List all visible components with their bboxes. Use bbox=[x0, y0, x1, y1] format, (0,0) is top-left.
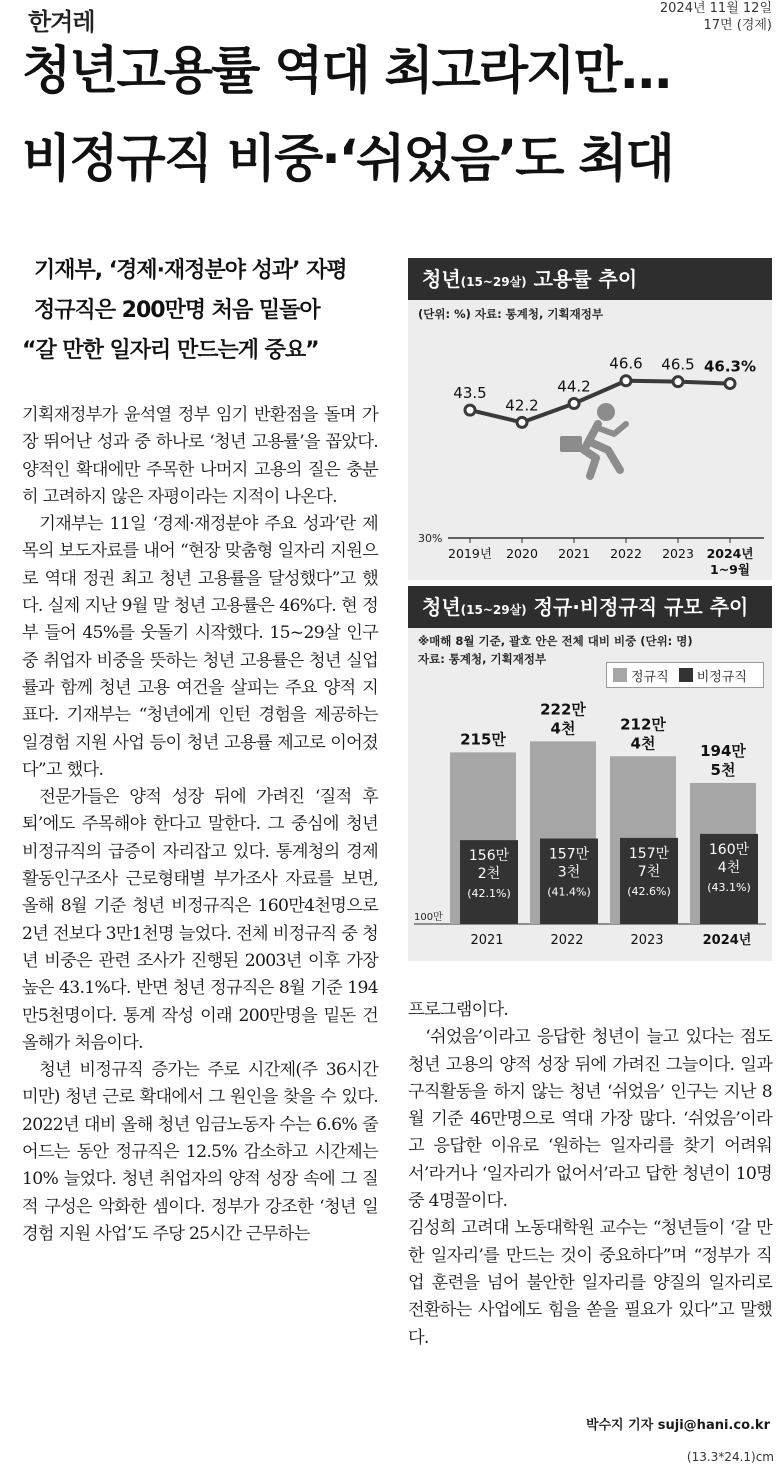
paragraph: 기재부는 11일 ‘경제·재정분야 주요 성과’란 제목의 보도자료를 내어 “현장 맞춤형 일자리 지원으로 역대 정권 최고 청년 고용률을 달성했다”고 했다. 실제 지난 9월 말 청년 고용률은 46%다. 현 정부 들어 45%를 웃돌기 시작했다. 15~29살 인구 중 취업자 비중을 뜻하는 청년 고용률은 청년 실업률과 함께 청년 고용 여건을 살피는 주요 양적 지표다. 기재부는 “청년에게 인턴 경험을 제공하는 일경험 지원 사업 등이 청년 고용률 제고로 이어졌다”고 했다. bbox=[22, 514, 378, 780]
paragraph: 전문가들은 양적 성장 뒤에 가려진 ‘질적 후퇴’에도 주목해야 한다고 말한다. 그 중심에 청년 비정규직의 급증이 자리잡고 있다. 통계청의 경제활동인구조사 근로형태별 부가조사 자료를 보면, 올해 8월 기준 청년 비정규직은 160만4천명으로 2년 전보다 3만1천명 늘었다. 전체 비정규직 중 청년 비중은 관련 조사가 진행된 2003년 이후 가장 높은 43.1%다. 반면 청년 정규직은 8월 기준 194만5천명이다. 통계 작성 이래 200만명을 밑돈 건 올해가 처음이다. bbox=[22, 787, 378, 1053]
article-body-left bbox=[22, 402, 378, 1248]
chart-note: (단위: %) 자료: 통계청, 기획재정부 bbox=[418, 307, 603, 321]
subhead-3: “갈 만한 일자리 만드는게 중요” bbox=[22, 338, 319, 363]
bar-label-irregular: 157만 bbox=[628, 845, 670, 862]
bar-label-regular: 194만 bbox=[700, 741, 746, 760]
publication-date: 2024년 11월 12일 bbox=[659, 1, 772, 16]
masthead-logo: 한겨레 bbox=[28, 8, 95, 36]
x-tick-label: 1~9월 bbox=[710, 562, 750, 577]
headline-line-2: 비정규직 비중·‘쉬었음’도 최대 bbox=[22, 130, 673, 189]
data-point bbox=[673, 377, 683, 387]
data-label: 46.5 bbox=[661, 355, 695, 374]
bar-label-irregular: 156만 bbox=[468, 848, 510, 865]
bar-label-regular: 4천 bbox=[630, 734, 656, 753]
data-label: 46.3% bbox=[703, 357, 757, 376]
bar-label-regular: 5천 bbox=[710, 760, 736, 779]
bar-share-label: (42.6%) bbox=[627, 884, 671, 898]
y-axis-base-label: 100만 bbox=[414, 912, 443, 923]
data-label: 43.5 bbox=[453, 384, 487, 403]
bar-share-label: (43.1%) bbox=[707, 880, 751, 894]
size-note: (13.3*24.1)cm bbox=[686, 1450, 774, 1464]
paragraph: 프로그램이다. bbox=[408, 1000, 509, 1020]
x-tick-label: 2023 bbox=[662, 546, 694, 561]
data-point bbox=[569, 398, 579, 408]
chart-title: 청년(15~29살) 정규·비정규직 규모 추이 bbox=[408, 586, 772, 628]
data-label: 44.2 bbox=[557, 377, 591, 396]
chart-note-2: 자료: 통계청, 기획재정부 bbox=[418, 652, 547, 666]
bar-label-irregular: 4천 bbox=[717, 859, 741, 876]
publication-info bbox=[660, 0, 772, 34]
headline-line-1: 청년고용률 역대 최고라지만… bbox=[22, 42, 670, 101]
employment-rate-chart bbox=[408, 258, 772, 580]
bar-label-regular: 212만 bbox=[620, 715, 666, 734]
legend-label-regular: 정규직 bbox=[631, 669, 669, 685]
x-tick-label: 2023 bbox=[630, 933, 664, 948]
bar-share-label: (42.1%) bbox=[467, 887, 511, 901]
runner-icon bbox=[560, 403, 626, 476]
x-tick-label: 2021 bbox=[470, 933, 504, 948]
bar-label-regular: 4천 bbox=[550, 719, 576, 738]
employment-rate-line-chart bbox=[408, 300, 772, 580]
subhead-1: 기재부, ‘경제·재정분야 성과’ 자평 bbox=[34, 258, 347, 283]
bar-label-irregular: 160만 bbox=[708, 841, 750, 858]
paragraph: 청년 비정규직 증가는 주로 시간제(주 36시간 미만) 청년 근로 확대에서 그 원인을 찾을 수 있다. 2022년 대비 올해 청년 임금노동자 수는 6.6% 줄어드는 동안 정규직은 12.5% 감소하고 시간제는 10% 늘었다. 청년 취업자의 양적 성장 속에 그 질적 구성은 악화한 셈이다. 정부가 강조한 ‘청년 일경험 지원 사업’도 주당 25시간 근무하는 bbox=[22, 1060, 378, 1244]
bar-label-irregular: 3천 bbox=[557, 864, 581, 881]
byline: 박수지 기자 suji@hani.co.kr bbox=[585, 1418, 770, 1433]
chart-title: 청년(15~29살) 고용률 추이 bbox=[408, 258, 772, 300]
data-point bbox=[517, 417, 527, 427]
subhead-2: 정규직은 200만명 처음 밑돌아 bbox=[34, 298, 320, 323]
paragraph: ‘쉬었음’이라고 응답한 청년이 늘고 있다는 점도 청년 고용의 양적 성장 뒤에 가려진 그늘이다. 일과 구직활동을 하지 않는 청년 ‘쉬었음’ 인구는 지난 8월 기준 46만명으로 역대 가장 많다. ‘쉬었음’이라고 응답한 이유로 ‘원하는 일자리를 찾기 어려워서’라거나 ‘일자리가 없어서’라고 답한 청년이 10명 중 4명꼴이다. bbox=[408, 1027, 772, 1212]
paragraph: 김성희 고려대 노동대학원 교수는 “청년들이 ‘갈 만한 일자리’를 만드는 것이 중요하다”며 “정부가 직업 훈련을 넘어 불안한 일자리를 양질의 일자리로 전환하는 사업에도 힘을 쏟을 필요가 있다”고 말했다. bbox=[408, 1218, 772, 1348]
bar-label-regular: 222만 bbox=[540, 700, 586, 719]
bar-label-irregular: 157만 bbox=[548, 846, 590, 863]
x-tick-label: 2021 bbox=[558, 546, 590, 561]
x-tick-label: 2022 bbox=[610, 546, 642, 561]
worker-type-bar-chart bbox=[408, 628, 772, 961]
bar-label-irregular: 2천 bbox=[477, 866, 501, 883]
x-tick-label: 2024년 bbox=[706, 546, 754, 561]
paragraph: 기획재정부가 윤석열 정부 임기 반환점을 돌며 가장 뛰어난 성과 중 하나로 ‘청년 고용률’을 꼽았다. 양적인 확대에만 주목한 나머지 고용의 질은 충분히 고려하지 않은 자평이라는 지적이 나온다. bbox=[22, 405, 378, 507]
x-tick-label: 2020 bbox=[506, 546, 538, 561]
publication-page: 17면 (경제) bbox=[703, 18, 772, 33]
data-label: 46.6 bbox=[609, 354, 643, 373]
x-tick-label: 2019년 bbox=[448, 546, 492, 561]
article-body-right bbox=[408, 997, 772, 1352]
data-label: 42.2 bbox=[505, 396, 539, 415]
legend-label-irregular: 비정규직 bbox=[696, 669, 747, 685]
chart-note-1: ※매해 8월 기준, 괄호 안은 전체 대비 비중 (단위: 명) bbox=[418, 634, 693, 648]
data-point bbox=[725, 379, 735, 389]
data-point bbox=[621, 376, 631, 386]
x-tick-label: 2022 bbox=[550, 933, 584, 948]
worker-type-chart bbox=[408, 586, 772, 961]
bar-share-label: (41.4%) bbox=[547, 885, 591, 899]
x-tick-label: 2024년 bbox=[702, 933, 752, 948]
bar-label-regular: 215만 bbox=[460, 730, 506, 749]
bar-label-irregular: 7천 bbox=[637, 863, 661, 880]
data-point bbox=[465, 405, 475, 415]
y-axis-base-label: 30% bbox=[418, 532, 443, 545]
